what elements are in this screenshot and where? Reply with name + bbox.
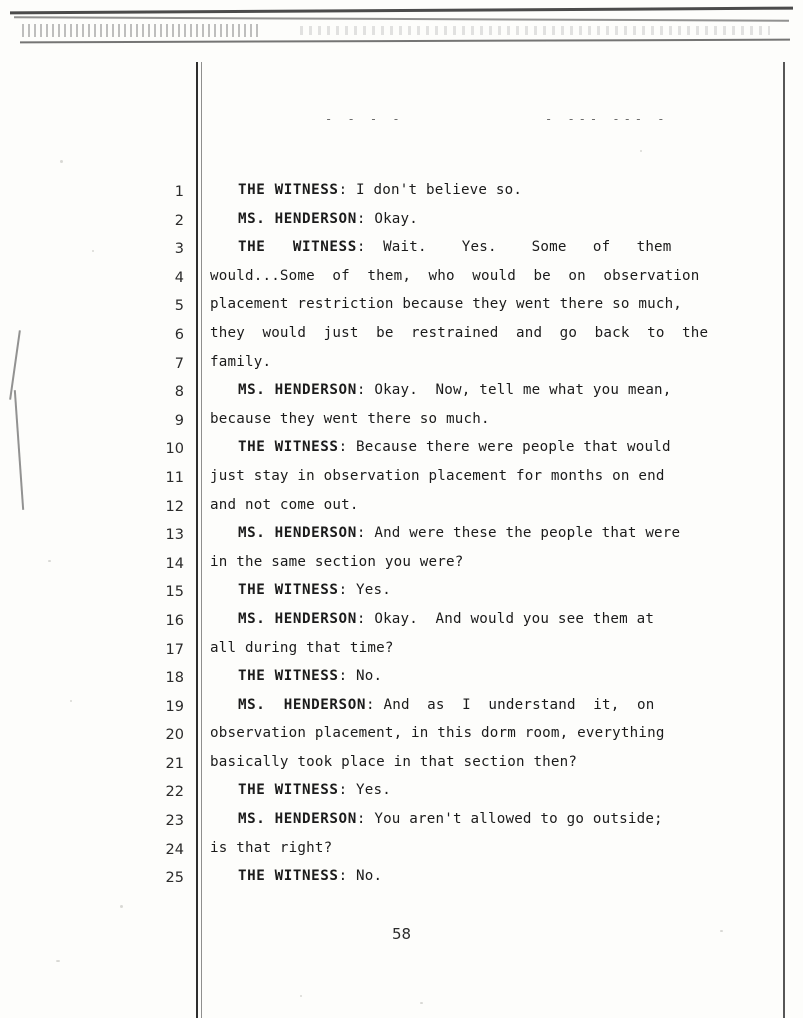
- header-mark-right: - --- --- -: [545, 112, 669, 126]
- speaker-label: THE WITNESS: [238, 668, 339, 685]
- transcript-line: [0, 325, 803, 354]
- transcript-line: [0, 554, 803, 583]
- scan-speckle: [300, 995, 302, 997]
- transcript-line: [0, 468, 803, 497]
- line-number: 9: [174, 412, 184, 429]
- speaker-label: MS. HENDERSON: [238, 811, 357, 828]
- scan-speckle: [420, 1002, 423, 1004]
- speaker-label: MS. HENDERSON: [238, 382, 357, 399]
- line-text: THE WITNESS: Yes.: [238, 582, 392, 599]
- speaker-label: THE WITNESS: [238, 239, 357, 256]
- line-number: 3: [174, 241, 184, 258]
- scan-speckle: [720, 930, 723, 932]
- speaker-label: THE WITNESS: [238, 182, 339, 198]
- line-text: basically took place in that section then?: [210, 753, 578, 770]
- transcript-line: [0, 725, 803, 754]
- scan-streak-line: [10, 7, 793, 15]
- line-text: family.: [210, 353, 272, 370]
- line-number: 10: [165, 441, 184, 458]
- line-text: in the same section you were?: [210, 553, 464, 570]
- transcript-body: [0, 182, 803, 897]
- line-number: 13: [165, 527, 184, 544]
- scan-speckle: [92, 250, 94, 252]
- line-text: THE WITNESS: I don't believe so.: [238, 182, 523, 198]
- line-text: MS. HENDERSON: Okay. Now, tell me what you mean,: [238, 382, 672, 399]
- line-text: because they went there so much.: [210, 410, 490, 427]
- line-text: MS. HENDERSON: Okay. And would you see them at: [238, 610, 655, 627]
- transcript-line: [0, 754, 803, 783]
- line-number: 14: [165, 555, 184, 572]
- transcript-line: [0, 668, 803, 697]
- line-number: 16: [165, 612, 184, 629]
- line-text: they would just be restrained and go back to the: [210, 324, 709, 341]
- line-text: MS. HENDERSON: Okay.: [238, 210, 419, 227]
- transcript-line: [0, 211, 803, 240]
- line-number: 18: [165, 670, 184, 687]
- page-number: 58: [391, 925, 412, 943]
- transcript-line: [0, 782, 803, 811]
- line-number: 1: [174, 184, 184, 200]
- transcript-line: [0, 640, 803, 669]
- line-text: THE WITNESS: Yes.: [238, 782, 392, 799]
- line-text: MS. HENDERSON: And as I understand it, on: [238, 696, 655, 713]
- scan-speckle: [56, 960, 60, 962]
- line-number: 6: [174, 326, 184, 343]
- line-text: all during that time?: [210, 639, 394, 656]
- line-number: 23: [165, 813, 184, 830]
- transcript-line: [0, 296, 803, 325]
- scan-speckle: [60, 160, 63, 163]
- speaker-label: THE WITNESS: [238, 582, 339, 599]
- transcript-line: [0, 811, 803, 840]
- scan-streak-line: [20, 39, 790, 44]
- transcript-line: [0, 354, 803, 383]
- header-marks: [210, 112, 770, 128]
- scan-smudge: [22, 24, 262, 37]
- line-number: 5: [174, 298, 184, 315]
- line-number: 20: [165, 727, 184, 744]
- line-number: 8: [174, 384, 184, 401]
- line-text: THE WITNESS: No.: [238, 668, 383, 685]
- line-number: 7: [174, 355, 184, 372]
- scan-streak-line: [14, 16, 789, 21]
- speaker-label: MS. HENDERSON: [238, 696, 366, 713]
- line-text: just stay in observation placement for months on end: [210, 467, 665, 484]
- transcript-line: [0, 411, 803, 440]
- line-number: 19: [165, 698, 184, 715]
- transcript-line: [0, 868, 803, 897]
- header-mark-left: - - - -: [325, 112, 404, 126]
- scan-artifact-top-band: [0, 0, 803, 56]
- line-number: 25: [165, 870, 184, 887]
- scan-smudge: [300, 26, 770, 35]
- transcript-line: [0, 239, 803, 268]
- scan-speckle: [48, 560, 51, 562]
- transcript-line: [0, 697, 803, 726]
- line-number: 17: [165, 641, 184, 658]
- transcript-line: [0, 439, 803, 468]
- speaker-label: THE WITNESS: [238, 868, 339, 885]
- speaker-label: THE WITNESS: [238, 439, 339, 456]
- line-number: 12: [165, 498, 184, 515]
- line-text: THE WITNESS: Wait. Yes. Some of them: [238, 239, 672, 256]
- line-text: THE WITNESS: Because there were people that would: [238, 439, 671, 456]
- transcript-line: [0, 497, 803, 526]
- speaker-label: MS. HENDERSON: [238, 210, 357, 227]
- transcript-line: [0, 182, 803, 211]
- scan-speckle: [70, 700, 72, 702]
- line-text: MS. HENDERSON: And were these the people that were: [238, 525, 681, 542]
- line-text: is that right?: [210, 839, 333, 856]
- transcript-line: [0, 611, 803, 640]
- speaker-label: MS. HENDERSON: [238, 610, 357, 627]
- line-number: 22: [165, 784, 184, 801]
- line-number: 2: [174, 212, 184, 229]
- scan-speckle: [640, 150, 642, 152]
- speaker-label: THE WITNESS: [238, 782, 339, 799]
- line-text: would...Some of them, who would be on observation: [210, 267, 700, 284]
- line-text: observation placement, in this dorm room, everything: [210, 725, 665, 742]
- line-number: 4: [174, 269, 184, 286]
- transcript-line: [0, 382, 803, 411]
- line-text: placement restriction because they went there so much,: [210, 296, 683, 313]
- transcript-line: [0, 525, 803, 554]
- scan-speckle: [120, 905, 123, 908]
- line-text: MS. HENDERSON: You aren't allowed to go outside;: [238, 811, 663, 828]
- line-text: THE WITNESS: No.: [238, 868, 383, 885]
- transcript-line: [0, 268, 803, 297]
- transcript-line: [0, 582, 803, 611]
- line-number: 15: [165, 584, 184, 601]
- line-number: 24: [165, 841, 184, 858]
- line-number: 11: [165, 469, 184, 486]
- line-number: 21: [165, 755, 184, 772]
- speaker-label: MS. HENDERSON: [238, 525, 357, 542]
- transcript-line: [0, 840, 803, 869]
- line-text: and not come out.: [210, 496, 359, 513]
